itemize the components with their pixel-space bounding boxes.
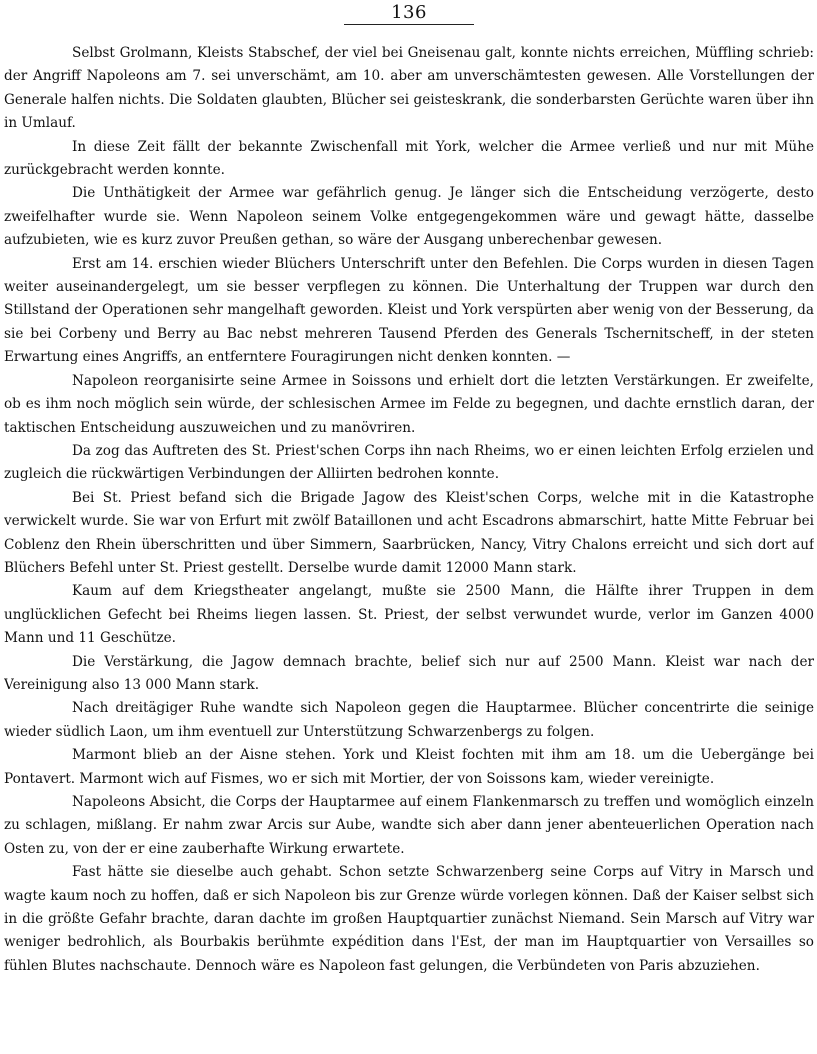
book-page <box>4 0 814 1054</box>
paragraph-st-priest-rheims: Da zog das Auftreten des St. Priest'schen Corps ihn nach Rheims, wo er einen leichten Erfolg erzielen und zugleich die rückwärtigen Verbindungen der Alliirten bedrohen konnte. <box>4 442 814 483</box>
paragraph-marmont-aisne: Marmont blieb an der Aisne stehen. York und Kleist fochten mit ihm am 18. um die Uebergänge bei Pontavert. Marmont wich auf Fismes, wo er sich mit Mortier, der von Soissons kam, wieder vereinigte. <box>4 747 814 787</box>
paragraph-rheims-losses: Kaum auf dem Kriegstheater angelangt, mußte sie 2500 Mann, die Hälfte ihrer Truppen in dem unglücklichen Gefecht bei Rheims liegen lassen. St. Priest, der selbst verwundet wurde, verlor im Ganzen 4000 Mann und 11 Geschütze. <box>4 583 814 647</box>
paragraph-york-incident: In diese Zeit fällt der bekannte Zwischenfall mit York, welcher die Armee verließ und nur mit Mühe zurückgebracht werden konnte. <box>4 138 814 179</box>
paragraph-brigade-jagow: Bei St. Priest befand sich die Brigade Jagow des Kleist'schen Corps, welche mit in die Katastrophe verwickelt wurde. Sie war von Erfurt mit zwölf Bataillonen und acht Escadrons abmarschirt, hatte Mitte Februar bei Coblenz den Rhein überschritten und über Simmern, Saarbrücken, Nancy, Vitry Chalons erreicht und sich dort auf Blüchers Befehl unter St. Priest gestellt. Derselbe wurde damit 12000 Mann stark. <box>4 489 814 576</box>
header-rule <box>344 24 474 25</box>
paragraph-flank-march: Napoleons Absicht, die Corps der Hauptarmee auf einem Flankenmarsch zu treffen und womöglich einzeln zu schlagen, mißlang. Er nahm zwar Arcis sur Aube, wandte sich aber dann jener abenteuerlichen Operation nach Osten zu, von der er eine zauberhafte Wirkung erwartete. <box>4 794 814 857</box>
paragraph-napoleon-reorganizes: Napoleon reorganisirte seine Armee in Soissons und erhielt dort die letzten Verstärkungen. Er zweifelte, ob es ihm noch möglich sein würde, der schlesischen Armee im Felde zu begegnen, und dachte ernstlich daran, der taktischen Entscheidung auszuweichen und zu manövriren. <box>4 372 814 436</box>
paragraph-grolmann: Selbst Grolmann, Kleists Stabschef, der viel bei Gneisenau galt, konnte nichts erreichen, Müffling schrieb: der Angriff Napoleons am 7. sei unverschämt, am 10. aber am unverschämtesten gewesen. Alle Vorstellungen der Generale halfen nichts. Die Soldaten glaubten, Blücher sei geisteskrank, die sonderbarsten Gerüchte waren über ihn in Umlauf. <box>4 45 814 132</box>
body-text <box>4 42 814 978</box>
page-number: 136 <box>391 2 427 23</box>
paragraph-bluecher-returns: Erst am 14. erschien wieder Blüchers Unterschrift unter den Befehlen. Die Corps wurden in diesen Tagen weiter auseinandergelegt, um sie besser verpflegen zu können. Die Unterhaltung der Truppen war durch den Stillstand der Operationen sehr mangelhaft geworden. Kleist und York verspürten aber wenig von der Besserung, da sie bei Corbeny und Berry au Bac nebst mehreren Tausend Pferden des Generals Tschernitscheff, in der steten Erwartung eines Angriffs, an entferntere Fouragirungen nicht denken konnten. — <box>4 255 814 366</box>
paragraph-inactivity: Die Unthätigkeit der Armee war gefährlich genug. Je länger sich die Entscheidung verzögerte, desto zweifelhafter wurde sie. Wenn Napoleon seinem Volke entgegengekommen wäre und gewagt hätte, dasselbe aufzubieten, wie es kurz zuvor Preußen gethan, so wäre der Ausgang unberechenbar gewesen. <box>4 185 814 249</box>
paragraph-reinforcement: Die Verstärkung, die Jagow demnach brachte, belief sich nur auf 2500 Mann. Kleist war nach der Vereinigung also 13 000 Mann stark. <box>4 653 814 693</box>
paragraph-main-army: Nach dreitägiger Ruhe wandte sich Napoleon gegen die Hauptarmee. Blücher concentrirte die seinige wieder südlich Laon, um ihm eventuell zur Unterstützung Schwarzenbergs zu folgen. <box>4 700 814 740</box>
paragraph-vitry-march: Fast hätte sie dieselbe auch gehabt. Schon setzte Schwarzenberg seine Corps auf Vitry in Marsch und wagte kaum noch zu hoffen, daß er sich Napoleon bis zur Grenze würde vorlegen können. Daß der Kaiser selbst sich in die größte Gefahr brachte, daran dachte im großen Hauptquartier zunächst Niemand. Sein Marsch auf Vitry war weniger bedrohlich, als Bourbakis berühmte expédition dans l'Est, der man im Hauptquartier von Versailles so fühlen Blutes nachschaute. Dennoch wäre es Napoleon fast gelungen, die Verbündeten von Paris abzuziehen. <box>4 864 814 974</box>
